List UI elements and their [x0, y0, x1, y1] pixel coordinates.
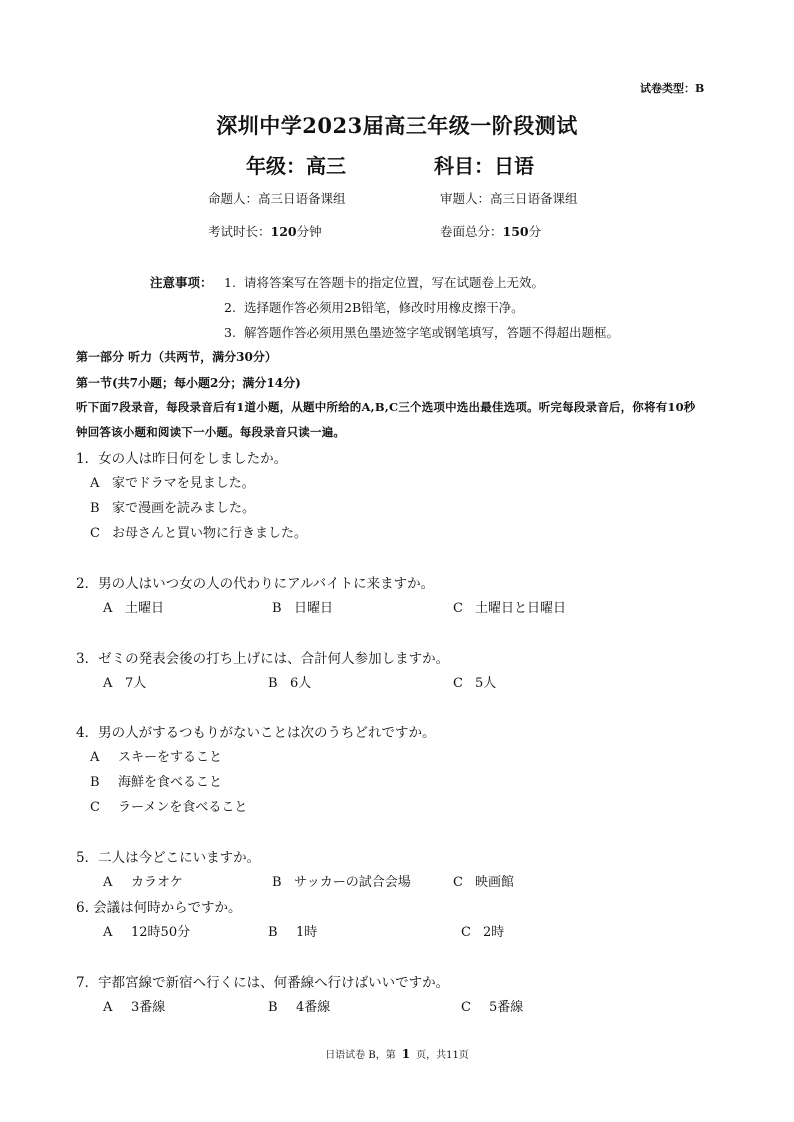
option-text: 2時 — [483, 925, 505, 940]
score-label: 卷面总分： — [440, 224, 503, 239]
duration — [208, 222, 322, 240]
option-text: カラオケ — [131, 875, 183, 890]
part-heading: 第一部分 听力（共两节，满分30分） — [76, 350, 277, 364]
note-number: 1. — [224, 275, 236, 290]
option-a — [103, 672, 146, 691]
question-stem: 1．女の人は昨日何をしましたか。 — [76, 451, 288, 467]
option-text: 4番線 — [296, 1000, 331, 1015]
note-number: 2. — [224, 300, 236, 315]
option-a — [103, 996, 165, 1015]
option-b — [268, 672, 311, 691]
option-text: 5番線 — [489, 1000, 524, 1015]
instructions-line-1: 听下面7段录音，每段录音后有1道小题，从题中所给的A,B,C三个选项中选出最佳选项。听完每段录音后，你将有10秒 — [76, 400, 696, 414]
grade-label: 年级：高三 — [246, 154, 346, 178]
section-heading: 第一节(共7小题；每小题2分；满分14分) — [76, 376, 301, 390]
page-number: 1 — [401, 1047, 411, 1061]
option-text: ラーメンを食べること — [118, 800, 248, 815]
exam-title: 深圳中学2023届高三年级一阶段测试 — [216, 113, 578, 138]
option-letter: B — [268, 1000, 278, 1015]
option-c — [453, 871, 514, 890]
question-stem: 4．男の人がするつもりがないことは次のうちどれですか。 — [76, 725, 436, 741]
option-letter: B — [90, 775, 100, 790]
note-number: 3. — [224, 325, 236, 340]
option-c — [90, 796, 247, 815]
reviewer: 审题人：高三日语备课组 — [440, 191, 578, 206]
option-a — [103, 597, 164, 616]
paper-type: 试卷类型：B — [640, 82, 705, 95]
option-a — [90, 472, 255, 491]
question-stem: 6. 会議は何時からですか。 — [76, 900, 242, 916]
option-text: 6人 — [290, 676, 312, 691]
page-footer — [0, 1046, 794, 1061]
option-c — [453, 597, 566, 616]
option-letter: B — [272, 875, 282, 890]
option-letter: C — [453, 601, 463, 616]
option-text: 家でドラマを見ました。 — [112, 476, 255, 491]
option-c — [461, 921, 504, 940]
option-letter: A — [103, 875, 113, 890]
option-c — [90, 522, 307, 541]
total-score — [440, 222, 541, 240]
option-letter: C — [453, 676, 463, 691]
option-letter: A — [103, 676, 113, 691]
option-letter: A — [90, 750, 100, 765]
duration-value: 120 — [270, 224, 297, 239]
option-a — [103, 871, 183, 890]
note-text: 解答题作答必须用黑色墨迹签字笔或钢笔填写，答题不得超出题框。 — [244, 325, 620, 340]
option-text: サッカーの試合会場 — [294, 875, 411, 890]
duration-label: 考试时长： — [208, 224, 271, 239]
question-stem: 5．二人は今どこにいますか。 — [76, 850, 261, 866]
option-text: 日曜日 — [294, 601, 334, 616]
option-text: 7人 — [125, 676, 147, 691]
option-c — [461, 996, 523, 1015]
question-stem: 2．男の人はいつ女の人の代わりにアルバイトに来ますか。 — [76, 576, 435, 592]
option-b — [272, 871, 411, 890]
option-letter: C — [461, 1000, 471, 1015]
option-text: 海鮮を食べること — [118, 775, 223, 790]
option-text: 土曜日と日曜日 — [475, 601, 567, 616]
option-text: 3番線 — [131, 1000, 166, 1015]
option-text: 土曜日 — [125, 601, 165, 616]
note-item — [224, 273, 544, 291]
notes-label: 注意事项： — [150, 275, 213, 290]
option-letter: B — [272, 601, 282, 616]
note-text: 选择题作答必须用2B铅笔，修改时用橡皮擦干净。 — [244, 300, 524, 315]
subject-label: 科目：日语 — [434, 154, 534, 178]
option-b — [90, 771, 222, 790]
option-b — [268, 921, 317, 940]
option-letter: A — [103, 1000, 113, 1015]
score-unit: 分 — [528, 224, 542, 239]
note-item — [224, 298, 524, 316]
option-letter: B — [90, 501, 100, 516]
option-text: 映画館 — [475, 875, 515, 890]
option-text: 家で漫画を読みました。 — [112, 501, 256, 516]
option-letter: C — [90, 800, 100, 815]
option-b — [90, 497, 255, 516]
option-letter: A — [103, 601, 113, 616]
option-b — [272, 597, 333, 616]
footer-prefix: 日语试卷 B，第 — [325, 1050, 396, 1061]
question-stem: 7．宇都宮線で新宿へ行くには、何番線へ行けばいいですか。 — [76, 975, 450, 991]
option-letter: B — [268, 925, 278, 940]
instructions-line-2: 钟回答该小题和阅读下一小题。每段录音只读一遍。 — [76, 425, 346, 439]
option-letter: A — [103, 925, 113, 940]
option-c — [453, 672, 496, 691]
option-text: 1時 — [296, 925, 318, 940]
duration-unit: 分钟 — [296, 224, 322, 239]
option-text: スキーをすること — [118, 750, 223, 765]
option-b — [268, 996, 330, 1015]
footer-suffix: 页，共11页 — [416, 1050, 469, 1061]
option-letter: C — [90, 526, 100, 541]
score-value: 150 — [502, 224, 529, 239]
option-letter: C — [453, 875, 463, 890]
option-text: 5人 — [475, 676, 497, 691]
option-letter: A — [90, 476, 100, 491]
note-item — [224, 323, 619, 341]
option-a — [90, 746, 222, 765]
setter: 命题人：高三日语备课组 — [208, 191, 346, 206]
question-stem: 3．ゼミの発表会後の打ち上げには、合計何人参加しますか。 — [76, 651, 450, 667]
option-text: お母さんと買い物に行きました。 — [112, 526, 308, 541]
option-a — [103, 921, 190, 940]
note-text: 请将答案写在答题卡的指定位置，写在试题卷上无效。 — [244, 275, 545, 290]
option-letter: B — [268, 676, 278, 691]
option-text: 12時50分 — [131, 925, 191, 940]
option-letter: C — [461, 925, 471, 940]
